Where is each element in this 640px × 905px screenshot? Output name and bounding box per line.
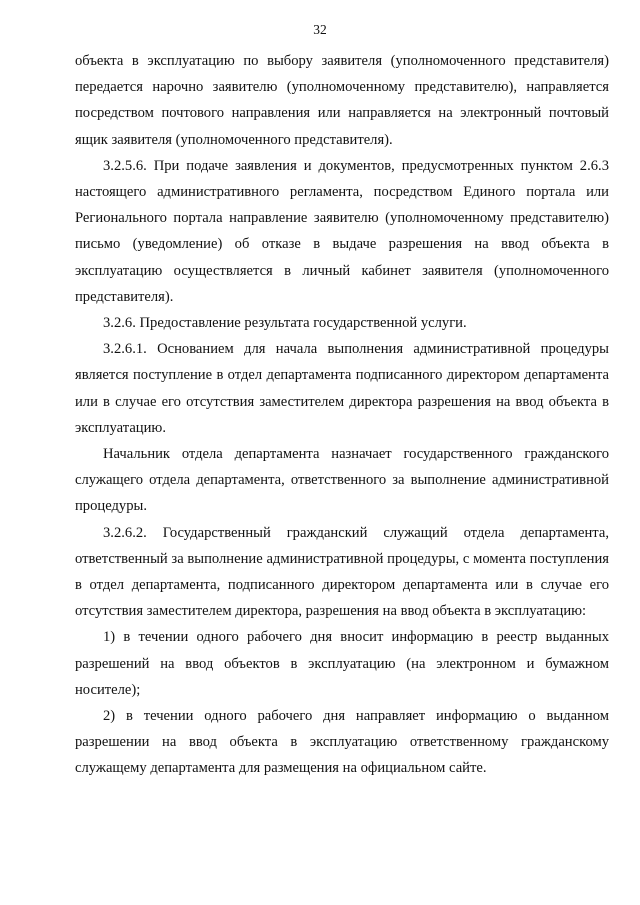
page-number: 32 — [313, 22, 327, 37]
paragraph-3-2-6-heading: 3.2.6. Предоставление результата государственной услуги. — [103, 315, 467, 332]
paragraph-continuation: объекта в эксплуатацию по выбору заявителя (уполномоченного представителя) передается нарочно заявителю (уполномоченному представителю), направляется посредством почтового направления или направляется на электронный почтовый ящик заявителя (уполномоченного представителя). — [75, 53, 609, 148]
paragraph-3-2-5-6: 3.2.5.6. При подаче заявления и документов, предусмотренных пунктом 2.6.3 настоящего административного регламента, посредством Единого портала или Регионального портала направление заявителю (уполномоченному представителю) письмо (уведомление) об отказе в выдаче разрешения на ввод объекта в эксплуатацию осуществляется в личный кабинет заявителя (уполномоченного представителя). — [75, 157, 609, 305]
list-item-1: 1) в течении одного рабочего дня вносит информацию в реестр выданных разрешений на ввод объектов в эксплуатацию (на электронном и бумажном носителе); — [75, 629, 609, 698]
paragraph-3-2-6-2: 3.2.6.2. Государственный гражданский служащий отдела департамента, ответственный за выполнение административной процедуры, с момента поступления в отдел департамента, подписанного директором департамента или в случае его отсутствия заместителем директора, разрешения на ввод объекта в эксплуатацию: — [75, 524, 609, 620]
paragraph-head-of-department: Начальник отдела департамента назначает государственного гражданского служащего отдела департамента, ответственного за выполнение административной процедуры. — [75, 446, 609, 515]
document-body — [75, 48, 609, 782]
list-item-2: 2) в течении одного рабочего дня направляет информацию о выданном разрешении на ввод объекта в эксплуатацию ответственному гражданскому служащему департамента для размещения на официальном сайте. — [75, 708, 609, 777]
paragraph-3-2-6-1: 3.2.6.1. Основанием для начала выполнения административной процедуры является поступление в отдел департамента подписанного директором департамента или в случае его отсутствия заместителем директора разрешения на ввод объекта в эксплуатацию. — [75, 341, 609, 436]
